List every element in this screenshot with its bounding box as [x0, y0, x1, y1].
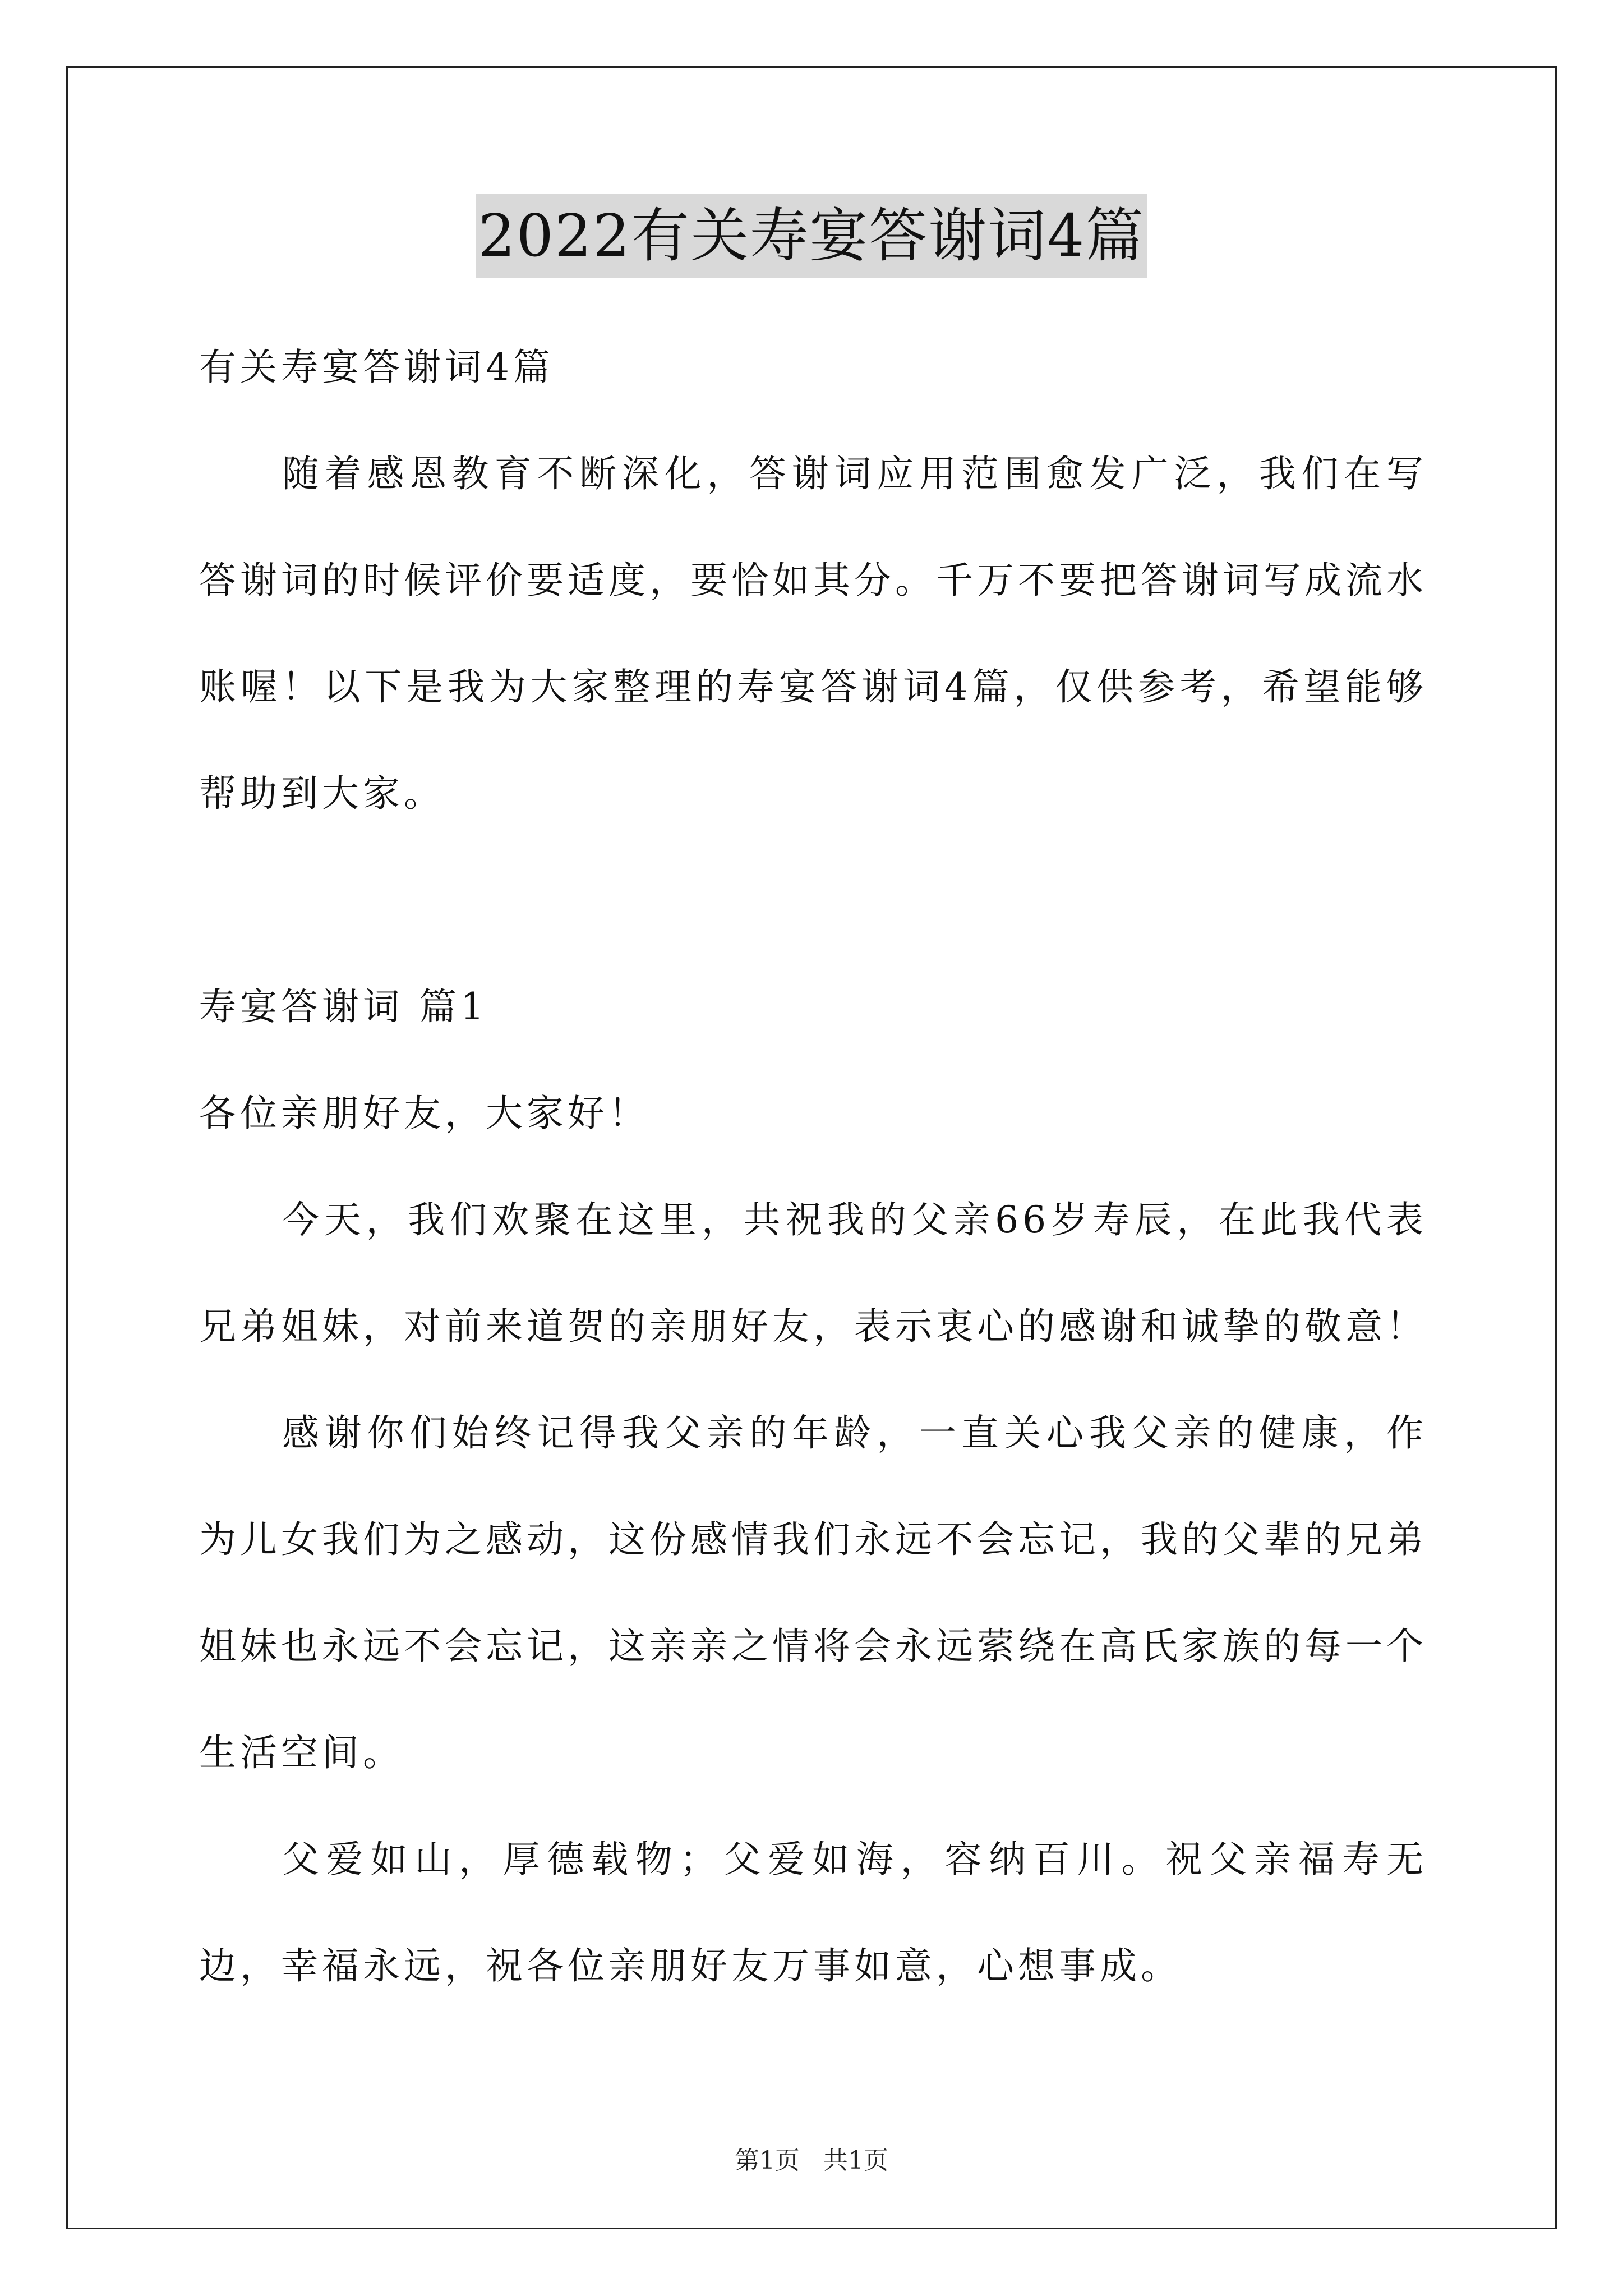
- section-heading: 寿宴答谢词 篇1: [199, 985, 488, 1028]
- document-title: 2022有关寿宴答谢词4篇: [476, 194, 1147, 278]
- document-body: [199, 314, 1427, 2019]
- body-paragraph: 感谢你们始终记得我父亲的年龄，一直关心我父亲的健康，作为儿女我们为之感动，这份感情我们永远不会忘记，我的父辈的兄弟姐妹也永远不会忘记，这亲亲之情将会永远萦绕在高氏家族的每一个生活空间。: [199, 1411, 1427, 1774]
- section-gap: [199, 847, 1427, 954]
- greeting-paragraph: 各位亲朋好友，大家好！: [199, 1092, 649, 1135]
- intro-paragraph: 随着感恩教育不断深化，答谢词应用范围愈发广泛，我们在写答谢词的时候评价要适度，要恰如其分。千万不要把答谢词写成流水账喔！以下是我为大家整理的寿宴答谢词4篇，仅供参考，希望能够帮助到大家。: [199, 452, 1427, 815]
- page-footer: [0, 2144, 1623, 2178]
- page-number: 第1页: [735, 2146, 800, 2175]
- subtitle: 有关寿宴答谢词4篇: [199, 346, 554, 389]
- title-container: [0, 194, 1623, 278]
- body-paragraph: 今天，我们欢聚在这里，共祝我的父亲66岁寿辰，在此我代表兄弟姐妹，对前来道贺的亲朋好友，表示衷心的感谢和诚挚的敬意！: [199, 1198, 1427, 1348]
- page-total: 共1页: [823, 2146, 888, 2175]
- body-paragraph: 父爱如山，厚德载物；父爱如海，容纳百川。祝父亲福寿无边，幸福永远，祝各位亲朋好友万事如意，心想事成。: [199, 1838, 1427, 1987]
